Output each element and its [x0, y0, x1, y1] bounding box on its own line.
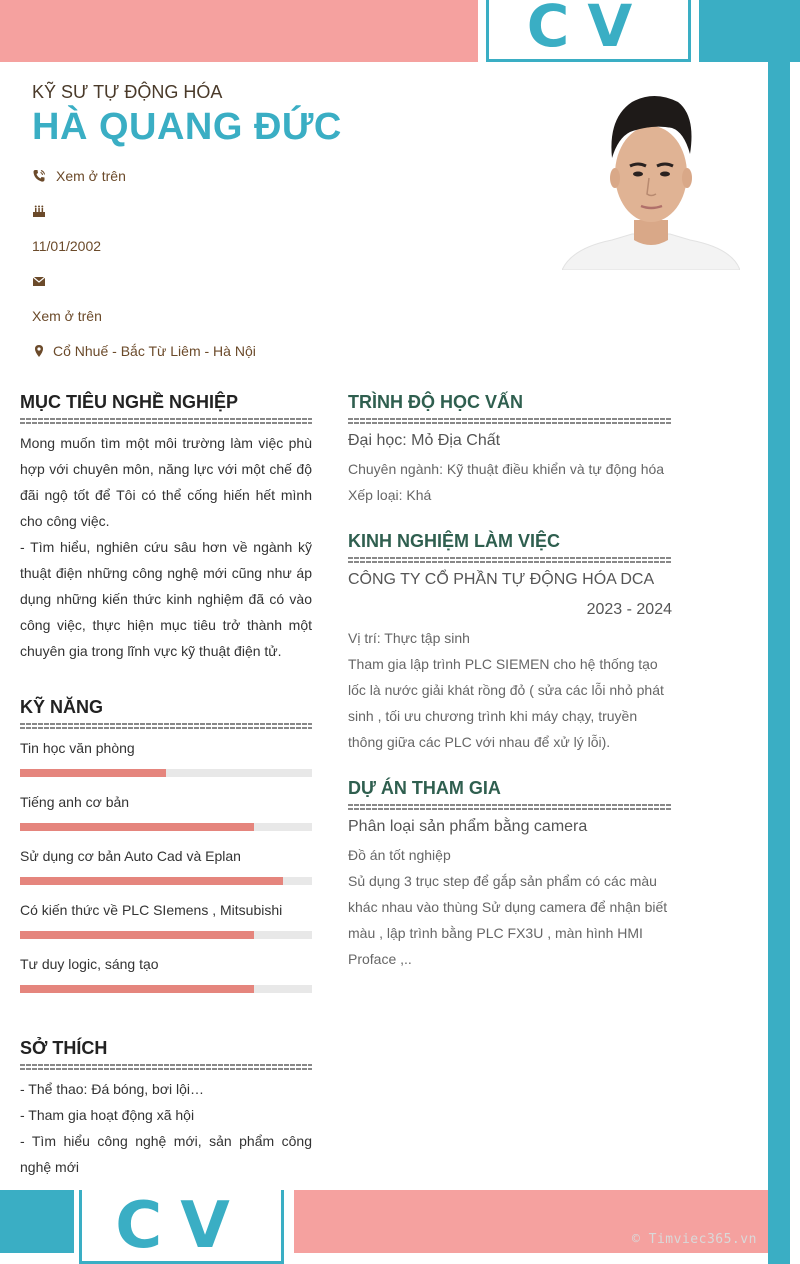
- email-value: Xem ở trên: [32, 308, 102, 324]
- phone-row: [32, 168, 126, 184]
- skill-bar: [20, 985, 312, 993]
- skill-label: Tin học văn phòng: [20, 740, 135, 756]
- envelope-icon: [32, 274, 46, 288]
- bottom-cv-mark: CV: [115, 1189, 248, 1263]
- project-type: Đồ án tốt nghiệp: [348, 847, 451, 863]
- experience-divider: [348, 557, 672, 564]
- email-row: [32, 308, 102, 324]
- skill-bar: [20, 769, 312, 777]
- skill-bar-fill: [20, 985, 254, 993]
- skill-bar: [20, 823, 312, 831]
- experience-position: Vị trí: Thực tập sinh: [348, 630, 470, 646]
- right-teal-strip: [768, 62, 790, 1264]
- objective-text: Mong muốn tìm một môi trường làm việc phù hợp với chuyên môn, năng lực với một chế độ đãi ngộ tốt để Tôi có thể cống hiến hết mình cho công việc. - Tìm hiểu, nghiên cứu sâu hơn về ngành kỹ thuật điện những công nghệ mới cũng như áp dụng những kiến thức kinh nghiệm đã có vào công việc, thực hiện mục tiêu trở thành một chuyên gia trong lĩnh vực kỹ thuật điện tử.: [20, 435, 312, 659]
- birthday-icon-row: [32, 204, 56, 218]
- skill-bar: [20, 931, 312, 939]
- profile-photo: [562, 88, 740, 270]
- top-teal-band: [699, 0, 800, 62]
- projects-divider: [348, 804, 672, 811]
- education-grade: Xếp loại: Khá: [348, 487, 432, 503]
- birthday-cake-icon: [32, 204, 46, 218]
- skills-heading: KỸ NĂNG: [20, 697, 104, 717]
- birthday-value: 11/01/2002: [32, 238, 102, 254]
- objective-heading: MỤC TIÊU NGHỀ NGHIỆP: [20, 392, 239, 412]
- experience-description: Tham gia lập trình PLC SIEMEN cho hệ thống tạo lốc là nước giải khát rồng đỏ ( sửa các lỗi nhỏ phát sinh , tối ưu chương trình khi máy chạy, truyền thông giữa các PLC với nhau để xử lý lỗi).: [348, 656, 664, 750]
- experience-company: CÔNG TY CỔ PHẦN TỰ ĐỘNG HÓA DCA: [348, 571, 655, 588]
- skill-label: Tư duy logic, sáng tạo: [20, 956, 159, 972]
- skill-label: Tiếng anh cơ bản: [20, 794, 130, 810]
- skill-bar: [20, 877, 312, 885]
- skill-bar-fill: [20, 931, 254, 939]
- birthday-row: [32, 238, 101, 254]
- projects-heading: DỰ ÁN THAM GIA: [348, 778, 501, 798]
- top-pink-band: [0, 0, 478, 62]
- candidate-name: HÀ QUANG ĐỨC: [32, 106, 342, 148]
- objective-divider: [20, 418, 312, 425]
- skill-label: Sử dụng cơ bản Auto Cad và Eplan: [20, 848, 241, 864]
- map-marker-icon: [32, 344, 46, 358]
- job-title: KỸ SƯ TỰ ĐỘNG HÓA: [32, 82, 223, 102]
- bottom-cv-box: [79, 1190, 284, 1264]
- bottom-teal-band: [0, 1190, 74, 1253]
- watermark: © Timviec365.vn: [632, 1232, 757, 1247]
- hobbies-text: - Thể thao: Đá bóng, bơi lội… - Tham gia hoạt động xã hội - Tìm hiểu công nghệ mới, sản phẩm công nghệ mới: [20, 1081, 312, 1175]
- phone-icon: [32, 169, 46, 183]
- experience-period: 2023 - 2024: [586, 601, 672, 618]
- address-row: [32, 343, 256, 359]
- phone-value: Xem ở trên: [56, 168, 126, 184]
- hobbies-heading: SỞ THÍCH: [20, 1038, 108, 1058]
- skill-bar-fill: [20, 877, 283, 885]
- education-school: Đại học: Mỏ Địa Chất: [348, 432, 501, 449]
- experience-heading: KINH NGHIỆM LÀM VIỆC: [348, 531, 561, 551]
- skills-divider: [20, 723, 312, 730]
- top-cv-mark: CV: [526, 0, 651, 60]
- top-cv-box: [486, 0, 691, 62]
- skill-label: Có kiến thức về PLC SIemens , Mitsubishi: [20, 902, 283, 918]
- project-name: Phân loại sản phẩm bằng camera: [348, 818, 588, 835]
- education-major: Chuyên ngành: Kỹ thuật điều khiển và tự động hóa: [348, 461, 665, 477]
- project-description: Sủ dụng 3 trục step để gắp sản phẩm có các màu khác nhau vào thùng Sử dụng camera để nhận biết màu , lập trình bằng PLC FX3U , màn hình HMI Proface ,..: [348, 873, 668, 967]
- skill-bar-fill: [20, 769, 166, 777]
- hobbies-divider: [20, 1064, 312, 1071]
- email-icon-row: [32, 274, 56, 288]
- address-value: Cổ Nhuế - Bắc Từ Liêm - Hà Nội: [53, 343, 256, 359]
- skill-bar-fill: [20, 823, 254, 831]
- education-divider: [348, 418, 672, 425]
- education-heading: TRÌNH ĐỘ HỌC VẤN: [348, 392, 523, 412]
